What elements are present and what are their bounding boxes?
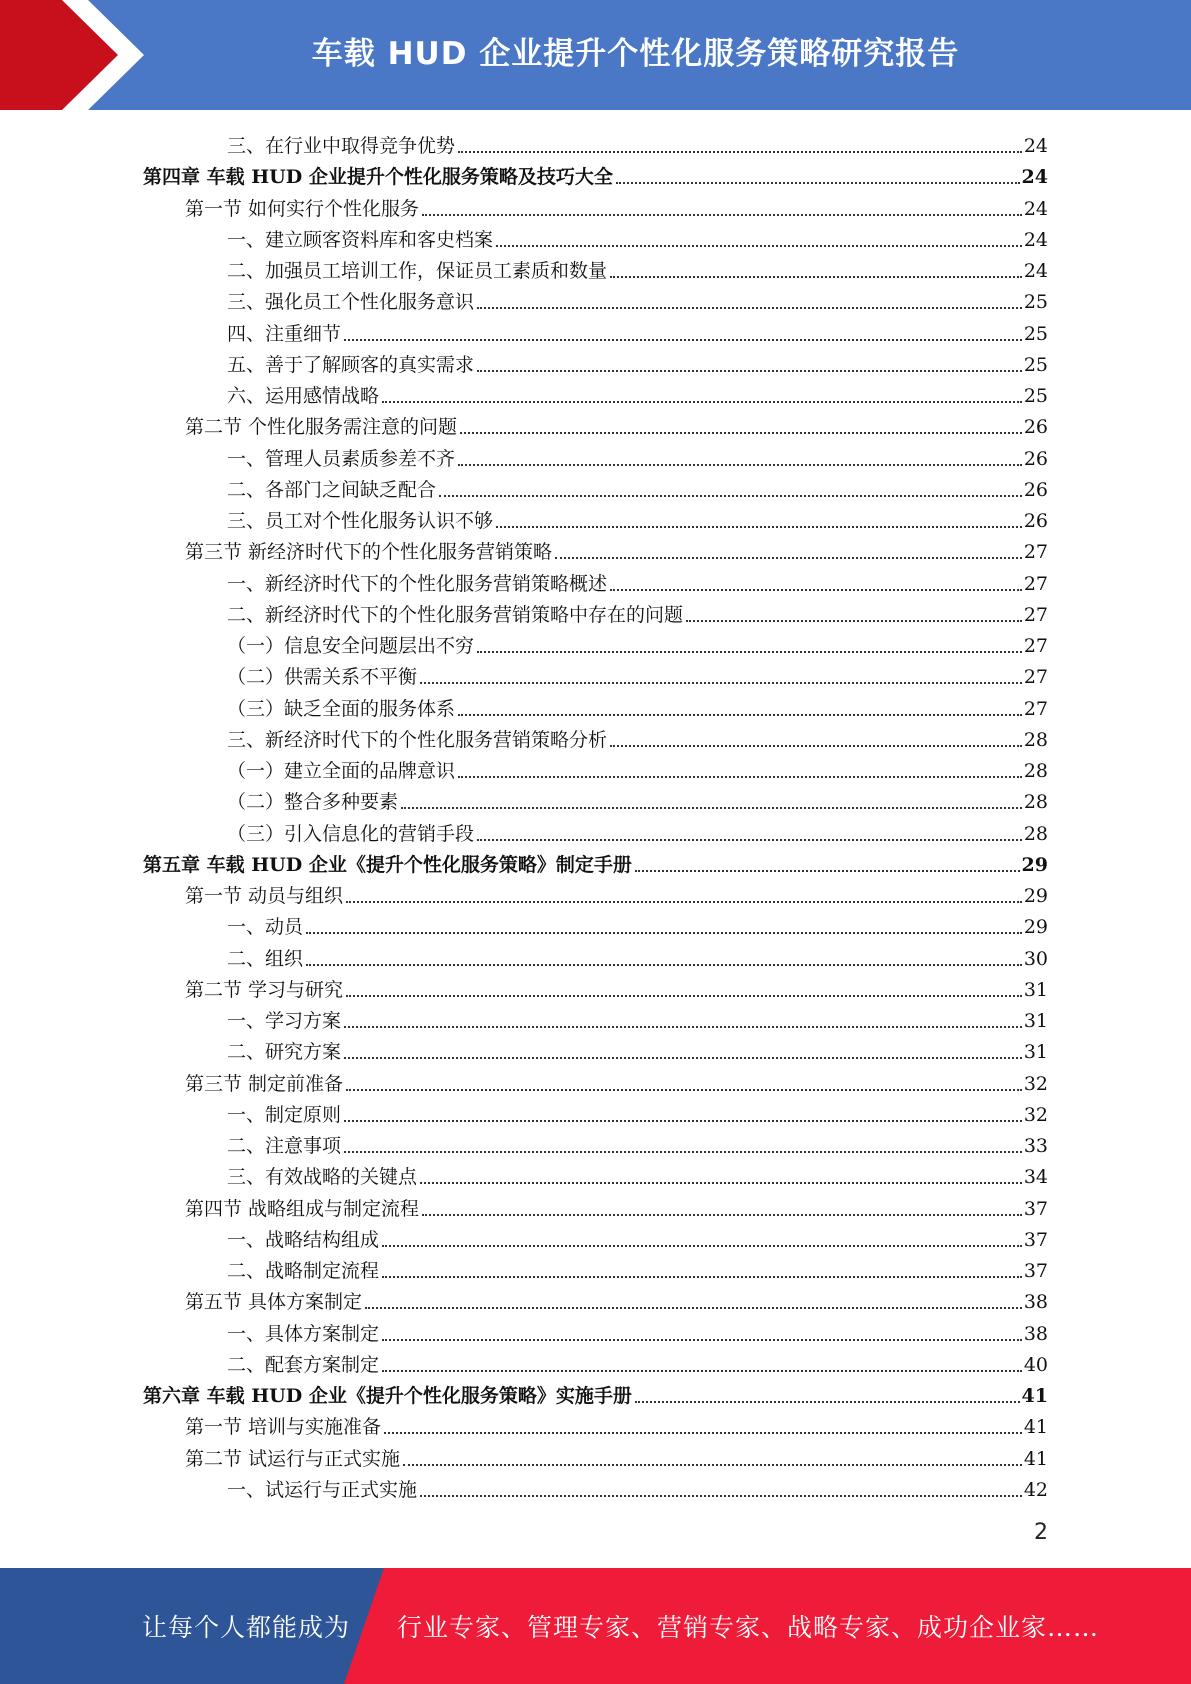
toc-entry[interactable]: [227, 502, 1048, 533]
toc-entry-page-number: 27: [1023, 572, 1048, 595]
toc-entry-page-number: 26: [1023, 416, 1048, 439]
toc-entry[interactable]: [227, 1252, 1048, 1283]
toc-entry[interactable]: [227, 1346, 1048, 1377]
toc-entry-label: 一、管理人员素质参差不齐: [227, 447, 456, 470]
toc-entry-label: 第四章 车载 HUD 企业提升个性化服务策略及技巧大全: [143, 166, 613, 189]
toc-dot-leader: [365, 1307, 1022, 1309]
toc-entry-page-number: 27: [1023, 541, 1048, 564]
toc-entry-label: 第六章 车载 HUD 企业《提升个性化服务策略》实施手册: [143, 1385, 632, 1407]
toc-entry[interactable]: [185, 877, 1048, 908]
toc-entry-page-number: 24: [1023, 197, 1048, 220]
toc-entry-label: 二、研究方案: [227, 1041, 342, 1064]
toc-entry[interactable]: [227, 690, 1048, 721]
footer-slogan-left: 让每个人都能成为: [142, 1613, 351, 1642]
toc-entry[interactable]: [227, 127, 1048, 158]
toc-entry-page-number: 29: [1023, 885, 1048, 907]
toc-entry-label: 六、运用感情战略: [227, 385, 380, 407]
toc-entry-page-number: 40: [1023, 1353, 1048, 1376]
toc-entry-page-number: 29: [1021, 853, 1048, 876]
toc-dot-leader: [382, 1276, 1022, 1278]
toc-dot-leader: [635, 870, 1020, 872]
toc-dot-leader: [382, 401, 1022, 403]
toc-entry-page-number: 38: [1023, 1291, 1048, 1314]
toc-dot-leader: [346, 995, 1022, 997]
toc-dot-leader: [344, 1026, 1022, 1028]
toc-entry-label: 二、注意事项: [227, 1135, 342, 1157]
toc-entry[interactable]: [227, 1471, 1048, 1502]
toc-entry[interactable]: [227, 815, 1048, 846]
toc-entry[interactable]: [227, 1002, 1048, 1033]
page-header: [0, 0, 1191, 110]
toc-entry-page-number: 25: [1023, 385, 1048, 407]
toc-entry-page-number: 26: [1023, 478, 1048, 501]
toc-entry[interactable]: [227, 627, 1048, 658]
toc-entry[interactable]: [143, 1377, 1048, 1408]
toc-entry-page-number: 41: [1023, 1447, 1048, 1470]
toc-entry-label: 三、有效战略的关键点: [227, 1166, 418, 1189]
toc-dot-leader: [401, 807, 1022, 809]
toc-entry[interactable]: [185, 1190, 1048, 1221]
toc-dot-leader: [382, 1339, 1022, 1341]
toc-entry[interactable]: [227, 252, 1048, 283]
toc-entry[interactable]: [227, 1033, 1048, 1064]
toc-dot-leader: [403, 1464, 1022, 1466]
toc-entry-label: 一、新经济时代下的个性化服务营销策略概述: [227, 572, 608, 595]
toc-entry-page-number: 28: [1023, 760, 1048, 782]
toc-dot-leader: [344, 339, 1022, 341]
toc-entry[interactable]: [185, 533, 1048, 564]
toc-dot-leader: [496, 526, 1022, 528]
toc-entry-label: （三）引入信息化的营销手段: [227, 822, 475, 845]
toc-dot-leader: [420, 1182, 1022, 1184]
toc-entry-page-number: 27: [1023, 635, 1048, 657]
toc-entry-page-number: 33: [1023, 1135, 1048, 1157]
toc-dot-leader: [346, 1089, 1022, 1091]
footer-slogan-right: 行业专家、管理专家、营销专家、战略专家、成功企业家……: [397, 1613, 1100, 1642]
toc-entry-label: 一、建立顾客资料库和客史档案: [227, 228, 494, 251]
toc-dot-leader: [610, 745, 1022, 747]
toc-dot-leader: [610, 276, 1022, 278]
toc-entry-page-number: 37: [1023, 1260, 1048, 1282]
toc-entry-label: 二、各部门之间缺乏配合: [227, 478, 437, 501]
toc-entry[interactable]: [227, 1221, 1048, 1252]
toc-entry[interactable]: [227, 596, 1048, 627]
toc-dot-leader: [422, 1214, 1022, 1216]
toc-entry-label: 四、注重细节: [227, 322, 342, 345]
page-number: 2: [1034, 1520, 1048, 1545]
toc-dot-leader: [306, 932, 1022, 934]
toc-entry-page-number: 28: [1023, 822, 1048, 845]
toc-entry-page-number: 28: [1023, 728, 1048, 751]
toc-dot-leader: [422, 214, 1022, 216]
toc-entry-label: 第三节 新经济时代下的个性化服务营销策略: [185, 541, 553, 564]
toc-entry-page-number: 41: [1021, 1385, 1048, 1407]
toc-entry-label: 第一节 如何实行个性化服务: [185, 197, 420, 220]
toc-dot-leader: [616, 182, 1020, 184]
toc-entry[interactable]: [185, 408, 1048, 439]
toc-dot-leader: [610, 589, 1022, 591]
toc-entry-page-number: 29: [1023, 916, 1048, 939]
toc-entry[interactable]: [227, 283, 1048, 314]
toc-entry-label: （三）缺乏全面的服务体系: [227, 697, 456, 720]
toc-entry[interactable]: [185, 1065, 1048, 1096]
toc-entry-label: 三、新经济时代下的个性化服务营销策略分析: [227, 728, 608, 751]
toc-entry-page-number: 42: [1023, 1478, 1048, 1501]
toc-entry-label: 一、制定原则: [227, 1103, 342, 1126]
toc-dot-leader: [477, 307, 1022, 309]
toc-entry-label: 第三节 制定前准备: [185, 1072, 344, 1095]
toc-entry-label: 第五章 车载 HUD 企业《提升个性化服务策略》制定手册: [143, 853, 632, 876]
toc-entry[interactable]: [227, 471, 1048, 502]
toc-entry-page-number: 24: [1023, 228, 1048, 251]
toc-dot-leader: [458, 151, 1022, 153]
toc-entry-page-number: 41: [1023, 1416, 1048, 1439]
toc-entry-label: 一、战略结构组成: [227, 1228, 380, 1251]
toc-entry-page-number: 31: [1023, 1041, 1048, 1064]
toc-entry-label: 二、组织: [227, 947, 304, 970]
toc-dot-leader: [344, 1057, 1022, 1059]
toc-entry-page-number: 27: [1023, 603, 1048, 626]
toc-entry-label: 三、在行业中取得竞争优势: [227, 135, 456, 157]
toc-entry[interactable]: [185, 190, 1048, 221]
toc-entry[interactable]: [227, 377, 1048, 408]
toc-dot-leader: [635, 1401, 1020, 1403]
toc-entry-page-number: 38: [1023, 1322, 1048, 1345]
toc-dot-leader: [686, 620, 1022, 622]
page-footer: [0, 1568, 1191, 1684]
toc-entry[interactable]: [227, 940, 1048, 971]
toc-entry-page-number: 31: [1023, 978, 1048, 1001]
toc-entry[interactable]: [227, 721, 1048, 752]
toc-entry[interactable]: [227, 221, 1048, 252]
toc-entry[interactable]: [185, 1283, 1048, 1314]
toc-dot-leader: [458, 464, 1022, 466]
toc-dot-leader: [439, 495, 1022, 497]
toc-entry-label: 第二节 试运行与正式实施: [185, 1447, 401, 1470]
toc-entry-label: 一、学习方案: [227, 1010, 342, 1032]
toc-entry[interactable]: [227, 783, 1048, 814]
toc-entry-label: 一、动员: [227, 916, 304, 939]
toc-dot-leader: [420, 1495, 1022, 1497]
toc-entry-label: 第二节 学习与研究: [185, 978, 344, 1001]
toc-entry-label: 第一节 动员与组织: [185, 885, 344, 907]
toc-entry[interactable]: [227, 346, 1048, 377]
toc-entry[interactable]: [227, 658, 1048, 689]
toc-entry-page-number: 34: [1023, 1166, 1048, 1189]
toc-entry[interactable]: [227, 1158, 1048, 1189]
toc-entry-page-number: 25: [1023, 291, 1048, 314]
toc-entry[interactable]: [227, 1096, 1048, 1127]
toc-entry-label: （一）信息安全问题层出不穷: [227, 635, 475, 657]
toc-entry-label: 一、具体方案制定: [227, 1322, 380, 1345]
toc-dot-leader: [382, 1245, 1022, 1247]
toc-entry-label: 一、试运行与正式实施: [227, 1478, 418, 1501]
toc-entry-label: 第四节 战略组成与制定流程: [185, 1197, 420, 1220]
toc-entry-page-number: 26: [1023, 447, 1048, 470]
toc-dot-leader: [477, 370, 1022, 372]
toc-dot-leader: [344, 1120, 1022, 1122]
toc-entry[interactable]: [143, 846, 1048, 877]
toc-entry-label: 三、强化员工个性化服务意识: [227, 291, 475, 314]
toc-entry-page-number: 30: [1023, 947, 1048, 970]
toc-dot-leader: [460, 432, 1022, 434]
toc-entry-label: （二）供需关系不平衡: [227, 666, 418, 689]
toc-dot-leader: [344, 1151, 1022, 1153]
report-title: 车载 HUD 企业提升个性化服务策略研究报告: [311, 35, 960, 72]
toc-entry-label: 三、员工对个性化服务认识不够: [227, 510, 494, 532]
toc-entry-page-number: 27: [1023, 666, 1048, 689]
toc-entry-label: 二、加强员工培训工作，保证员工素质和数量: [227, 260, 608, 282]
toc-dot-leader: [477, 651, 1022, 653]
toc-dot-leader: [384, 1432, 1022, 1434]
toc-entry-label: （一）建立全面的品牌意识: [227, 760, 456, 782]
toc-entry-page-number: 27: [1023, 697, 1048, 720]
toc-entry-page-number: 37: [1023, 1228, 1048, 1251]
toc-entry[interactable]: [185, 1440, 1048, 1471]
toc-entry-label: 二、新经济时代下的个性化服务营销策略中存在的问题: [227, 603, 684, 626]
toc-entry-page-number: 31: [1023, 1010, 1048, 1032]
toc-dot-leader: [420, 682, 1022, 684]
toc-entry-page-number: 26: [1023, 510, 1048, 532]
toc-entry-label: 第五节 具体方案制定: [185, 1291, 363, 1314]
toc-entry[interactable]: [227, 1315, 1048, 1346]
toc-dot-leader: [382, 1370, 1022, 1372]
toc-entry[interactable]: [227, 565, 1048, 596]
toc-entry-page-number: 24: [1021, 166, 1048, 189]
toc-entry-label: （二）整合多种要素: [227, 791, 399, 814]
toc-entry[interactable]: [227, 1127, 1048, 1158]
toc-dot-leader: [555, 557, 1022, 559]
toc-dot-leader: [346, 901, 1022, 903]
toc-entry[interactable]: [185, 1408, 1048, 1439]
toc-entry[interactable]: [227, 908, 1048, 939]
toc-entry[interactable]: [227, 752, 1048, 783]
toc-entry-page-number: 37: [1023, 1197, 1048, 1220]
toc-entry-label: 五、善于了解顾客的真实需求: [227, 353, 475, 376]
toc-entry-page-number: 28: [1023, 791, 1048, 814]
toc-dot-leader: [477, 839, 1022, 841]
toc-entry[interactable]: [227, 315, 1048, 346]
toc-dot-leader: [458, 776, 1022, 778]
toc-entry-page-number: 32: [1023, 1072, 1048, 1095]
toc-entry-page-number: 25: [1023, 353, 1048, 376]
toc-entry-page-number: 25: [1023, 322, 1048, 345]
toc-dot-leader: [458, 714, 1022, 716]
toc-entry[interactable]: [227, 440, 1048, 471]
toc-entry-label: 二、战略制定流程: [227, 1260, 380, 1282]
toc-entry-page-number: 24: [1023, 135, 1048, 157]
toc-dot-leader: [496, 245, 1022, 247]
toc-entry-label: 第一节 培训与实施准备: [185, 1416, 382, 1439]
toc-entry-page-number: 24: [1023, 260, 1048, 282]
toc-entry[interactable]: [143, 158, 1048, 189]
toc-entry[interactable]: [185, 971, 1048, 1002]
toc-entry-label: 第二节 个性化服务需注意的问题: [185, 416, 458, 439]
toc-dot-leader: [306, 964, 1022, 966]
toc-entry-label: 二、配套方案制定: [227, 1353, 380, 1376]
toc-entry-page-number: 32: [1023, 1103, 1048, 1126]
